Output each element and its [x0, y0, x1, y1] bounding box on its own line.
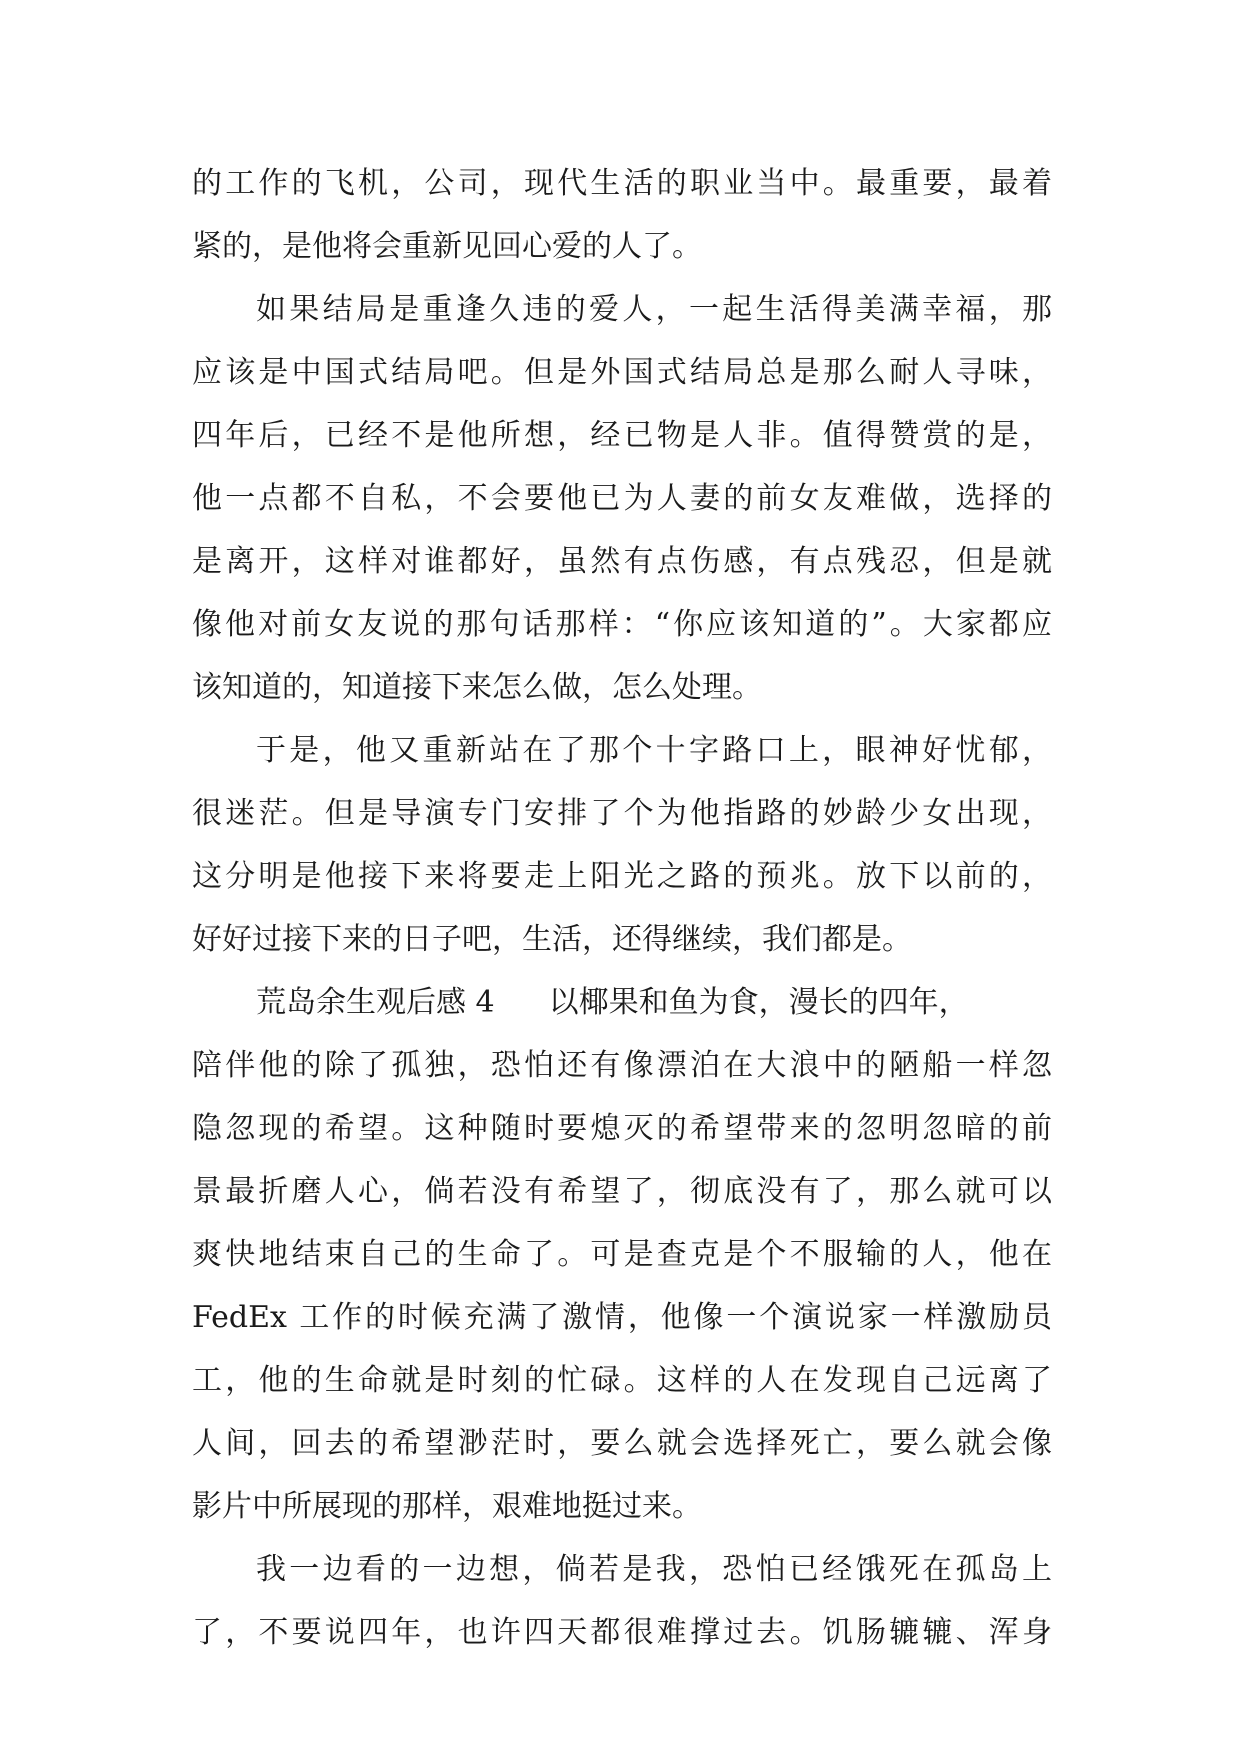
- text-line: 陪伴他的除了孤独，恐怕还有像漂泊在大浪中的陋船一样忽: [192, 1048, 1052, 1083]
- paragraph: [192, 1538, 1052, 1664]
- text-line: 工，他的生命就是时刻的忙碌。这样的人在发现自己远离了: [192, 1363, 1052, 1398]
- text-line: 爽快地结束自己的生命了。可是查克是个不服输的人，他在: [192, 1237, 1052, 1272]
- section-heading: 荒岛余生观后感 4: [256, 985, 495, 1020]
- paragraph: [192, 719, 1052, 971]
- text-line: 了，不要说四年，也许四天都很难撑过去。饥肠辘辘、浑身: [192, 1615, 1052, 1650]
- text-line: 如果结局是重逢久违的爱人，一起生活得美满幸福，那: [256, 292, 1052, 327]
- text-line: 很迷茫。但是导演专门安排了个为他指路的妙龄少女出现，: [192, 796, 1052, 831]
- text-line: 景最折磨人心，倘若没有希望了，彻底没有了，那么就可以: [192, 1174, 1052, 1209]
- text-line: 紧的，是他将会重新见回心爱的人了。: [192, 229, 702, 264]
- paragraph: [192, 971, 1052, 1538]
- text-line: 的工作的飞机，公司，现代生活的职业当中。最重要，最着: [192, 166, 1052, 201]
- text-segment: 以椰果和鱼为食，漫长的四年，: [548, 985, 969, 1020]
- text-line: 这分明是他接下来将要走上阳光之路的预兆。放下以前的，: [192, 859, 1052, 894]
- text-line: 他一点都不自私，不会要他已为人妻的前女友难做，选择的: [192, 481, 1052, 516]
- text-line: 四年后，已经不是他所想，经已物是人非。值得赞赏的是，: [192, 418, 1052, 453]
- document-body: [192, 152, 1052, 1664]
- paragraph: [192, 152, 1052, 278]
- text-line: [192, 971, 1052, 1034]
- text-line: FedEx 工作的时候充满了激情，他像一个演说家一样激励员: [192, 1300, 1052, 1335]
- text-line: 人间，回去的希望渺茫时，要么就会选择死亡，要么就会像: [192, 1426, 1052, 1461]
- text-line: 应该是中国式结局吧。但是外国式结局总是那么耐人寻味，: [192, 355, 1052, 390]
- paragraph: [192, 278, 1052, 719]
- text-line: 该知道的，知道接下来怎么做，怎么处理。: [192, 670, 762, 705]
- text-line: 于是，他又重新站在了那个十字路口上，眼神好忧郁，: [256, 733, 1052, 768]
- text-line: 影片中所展现的那样，艰难地挺过来。: [192, 1489, 702, 1524]
- text-line: 我一边看的一边想，倘若是我，恐怕已经饿死在孤岛上: [256, 1552, 1052, 1587]
- text-line: 是离开，这样对谁都好，虽然有点伤感，有点残忍，但是就: [192, 544, 1052, 579]
- text-line: 好好过接下来的日子吧，生活，还得继续，我们都是。: [192, 922, 912, 957]
- text-line: 像他对前女友说的那句话那样：“你应该知道的”。大家都应: [192, 607, 1052, 642]
- text-line: 隐忽现的希望。这种随时要熄灭的希望带来的忽明忽暗的前: [192, 1111, 1052, 1146]
